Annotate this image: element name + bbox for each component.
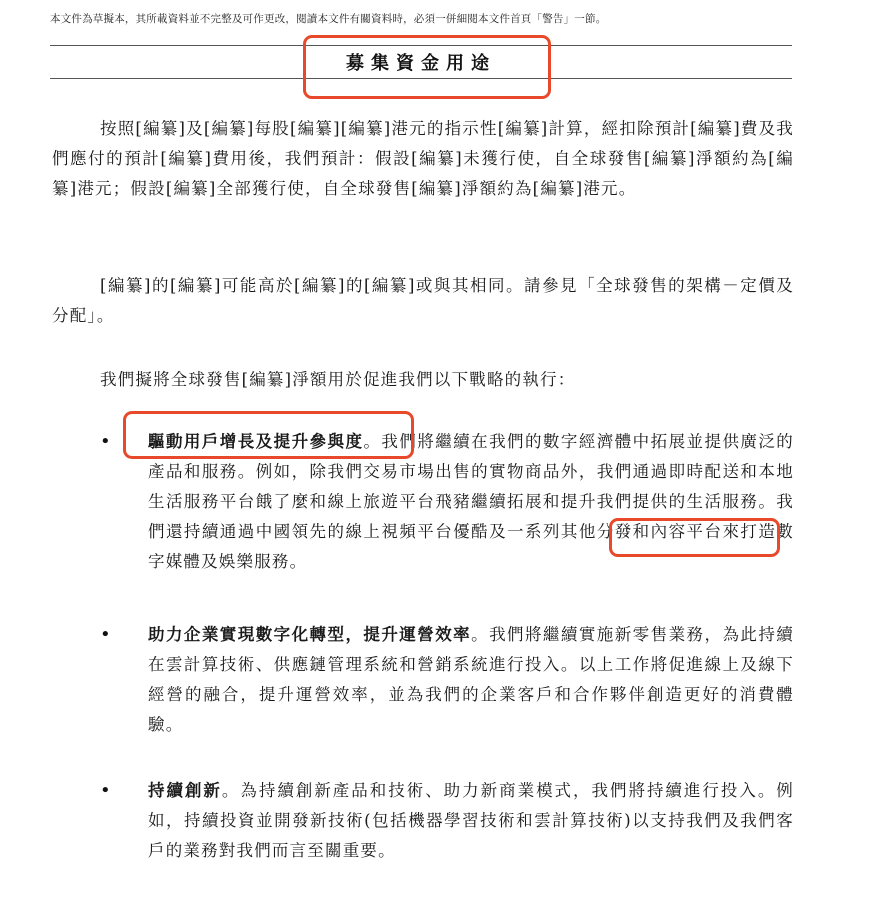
- paragraph-price-note: [編纂]的[編纂]可能高於[編纂]的[編纂]或與其相同。請參見「全球發售的架構－定價及分配」。: [52, 276, 794, 325]
- bullet-heading-digital-transformation: 助力企業實現數字化轉型，提升運營效率: [148, 625, 472, 644]
- bullet-digital-transformation: [148, 620, 794, 740]
- disclaimer-header: 本文件為草擬本，其所載資料並不完整及可作更改，閱讀本文件有關資料時，必須一併細閱本文件首頁「警告」一節。: [50, 13, 607, 25]
- paragraph-offering-proceeds: 按照[編纂]及[編纂]每股[編纂][編纂]港元的指示性[編纂]計算，經扣除預計[編纂]費及我們應付的預計[編纂]費用後，我們預計：假設[編纂]未獲行使，自全球發售[編纂]淨額約為[編纂]港元；假設[編纂]全部獲行使，自全球發售[編纂]淨額約為[編纂]港元。: [52, 119, 794, 198]
- youku-mention: 線上視頻平台優酷: [345, 522, 490, 541]
- highlight-box-title: [303, 35, 551, 99]
- highlight-box-youku: [609, 518, 780, 557]
- section-title: 募集資金用途: [346, 53, 496, 74]
- bullet-body-part-b: 及一系列其他分發和內容平台來打造數字媒體及娛樂服務。: [148, 522, 794, 571]
- bullet-marker-1: •: [100, 431, 111, 452]
- bullet-marker-2: •: [100, 624, 111, 645]
- bullet-body-part-a: 我們將繼續在我們的數字經濟體中拓展並提供廣泛的產品和服務。例如，除我們交易市場出售的實物商品外，我們通過即時配送和本地生活服務平台餓了麼和線上旅遊平台飛豬繼續拓展和提升我們提供的生活服務。我們還持續通過中國領先的: [148, 432, 794, 541]
- bullet-heading-separator: 。: [221, 781, 241, 800]
- highlight-box-user-growth-heading: [123, 411, 414, 459]
- bullet-heading-separator: 。: [363, 432, 382, 451]
- bullet-heading-user-growth: 驅動用戶增長及提升參與度: [148, 432, 364, 451]
- bullet-body: 為持續創新產品和技術、助力新商業模式，我們將持續進行投入。例如，持續投資並開發新技術(包括機器學習技術和雲計算技術)以支持我們及我們客戶的業務對我們而言至關重要。: [148, 781, 794, 860]
- bullet-innovation: [148, 776, 794, 866]
- bullet-marker-3: •: [100, 780, 111, 801]
- bullet-body: 我們將繼續實施新零售業務，為此持續在雲計算技術、供應鏈管理系統和營銷系統進行投入。以上工作將促進線上及線下經營的融合，提升運營效率，並為我們的企業客戶和合作夥伴創造更好的消費體驗。: [148, 625, 794, 734]
- bullet-heading-separator: 。: [471, 625, 490, 644]
- bullet-heading-innovation: 持續創新: [148, 781, 222, 800]
- paragraph-intended-use: 我們擬將全球發售[編纂]淨額用於促進我們以下戰略的執行：: [100, 370, 576, 389]
